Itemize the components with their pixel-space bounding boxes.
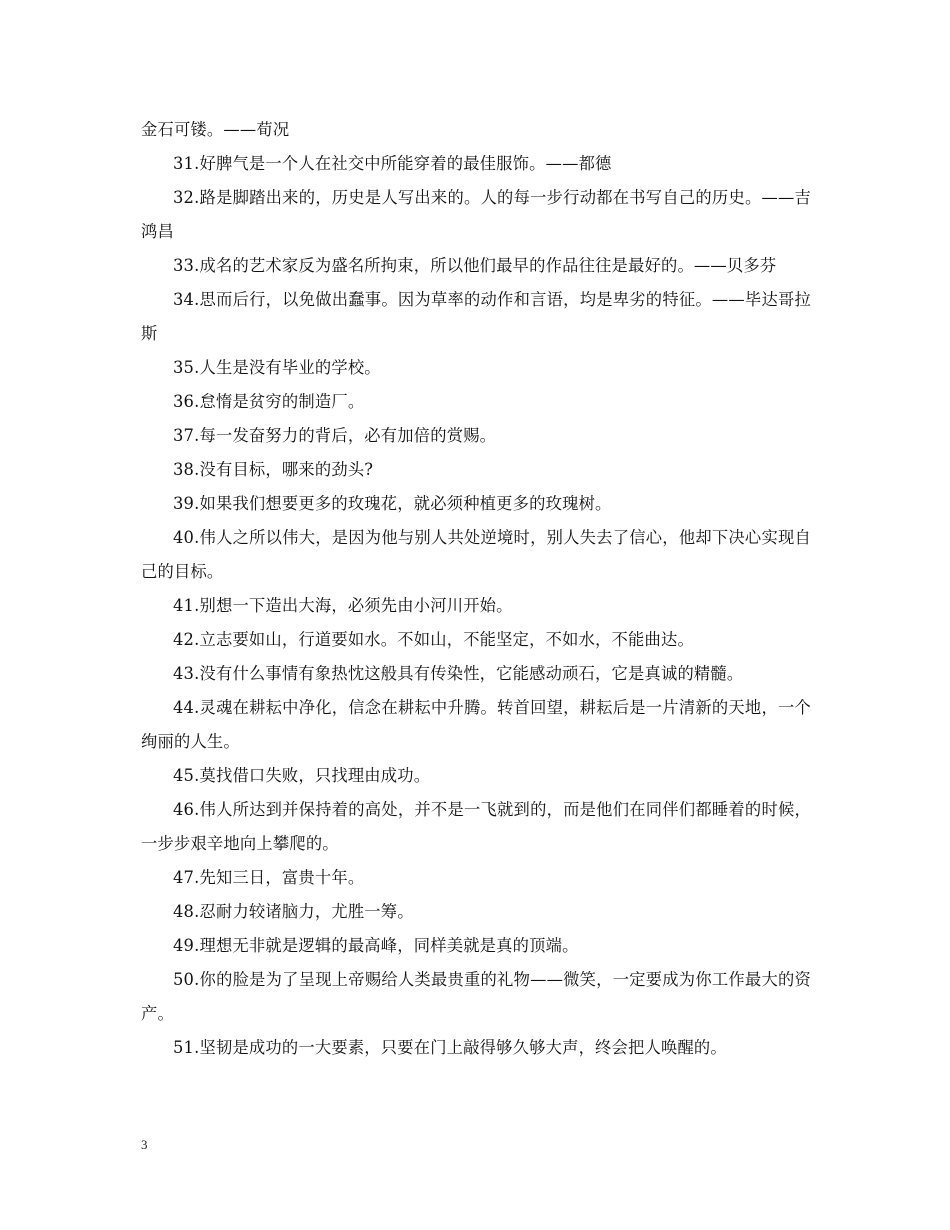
paragraph-47: 47.先知三日，富贵十年。 [173,868,365,887]
paragraph-41: 41.别想一下造出大海，必须先由小河川开始。 [173,596,513,615]
paragraph-37: 37.每一发奋努力的背后，必有加倍的赏赐。 [173,426,497,445]
paragraph-43: 43.没有什么事情有象热忱这般具有传染性，它能感动顽石，它是真诚的精髓。 [173,664,744,683]
paragraph-33: 33.成名的艺术家反为盛名所拘束，所以他们最早的作品往往是最好的。——贝多芬 [173,256,777,275]
paragraph-38: 38.没有目标，哪来的劲头? [173,460,374,479]
paragraph-34: 34.思而后行，以免做出蠢事。因为草率的动作和言语，均是卑劣的特征。——毕达哥拉斯 [141,290,811,343]
paragraph-49: 49.理想无非就是逻辑的最高峰，同样美就是真的顶端。 [173,936,579,955]
paragraph-39: 39.如果我们想要更多的玫瑰花，就必须种植更多的玫瑰树。 [173,494,612,513]
paragraph-50: 50.你的脸是为了呈现上帝赐给人类最贵重的礼物——微笑，一定要成为你工作最大的资产。 [141,970,811,1023]
paragraph-40: 40.伟人之所以伟大，是因为他与别人共处逆境时，别人失去了信心，他却下决心实现自己的目标。 [141,528,811,581]
paragraph-31: 31.好脾气是一个人在社交中所能穿着的最佳服饰。——都德 [173,154,612,173]
paragraph-46: 46.伟人所达到并保持着的高处，并不是一飞就到的，而是他们在同伴们都睡着的时候，一步步艰辛地向上攀爬的。 [141,800,811,853]
paragraph-35: 35.人生是没有毕业的学校。 [173,358,381,377]
paragraph-51: 51.坚韧是成功的一大要素，只要在门上敲得够久够大声，终会把人唤醒的。 [173,1038,727,1057]
paragraph-36: 36.怠惰是贫穷的制造厂。 [173,392,365,411]
page-number: 3 [141,1137,148,1152]
paragraph-0: 金石可镂。——荀况 [141,120,290,139]
document-body [141,113,811,1065]
paragraph-32: 32.路是脚踏出来的，历史是人写出来的。人的每一步行动都在书写自己的历史。——吉鸿昌 [141,188,811,241]
paragraph-44: 44.灵魂在耕耘中净化，信念在耕耘中升腾。转首回望，耕耘后是一片清新的天地，一个绚丽的人生。 [141,698,811,751]
paragraph-45: 45.莫找借口失败，只找理由成功。 [173,766,431,785]
paragraph-48: 48.忍耐力较诸脑力，尤胜一筹。 [173,902,414,921]
paragraph-42: 42.立志要如山，行道要如水。不如山，不能坚定，不如水，不能曲达。 [173,630,694,649]
